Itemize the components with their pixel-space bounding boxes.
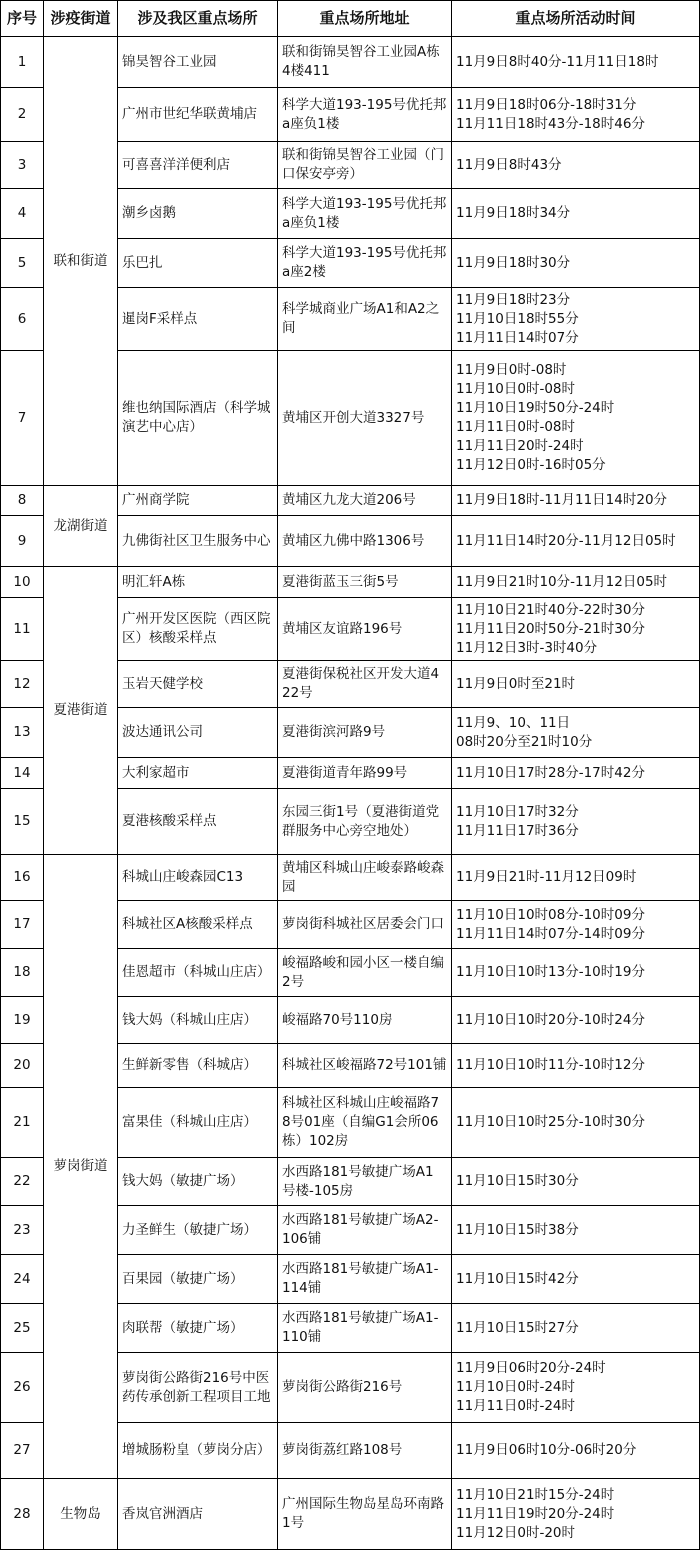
- table-body: [1, 37, 700, 1550]
- row-address: 夏港街保税社区开发大道422号: [278, 661, 452, 708]
- time-line: 11月11日20时-24时: [456, 438, 584, 454]
- row-seq: 15: [1, 789, 44, 855]
- row-time: [452, 37, 700, 88]
- time-line: 11月11日20时50分-21时30分: [456, 620, 645, 637]
- time-line: 11月12日3时-3时40分: [456, 639, 598, 656]
- row-seq: 24: [1, 1255, 44, 1304]
- row-place: 暹岗F采样点: [118, 288, 278, 351]
- row-place: 力圣鲜生（敏捷广场）: [118, 1206, 278, 1255]
- row-place: 潮乡卤鹅: [118, 189, 278, 239]
- row-place: 锦昊智谷工业园: [118, 37, 278, 88]
- row-address: 水西路181号敏捷广场A1-114铺: [278, 1255, 452, 1304]
- row-place: 明汇轩A栋: [118, 567, 278, 598]
- row-place: 肉联帮（敏捷广场）: [118, 1304, 278, 1353]
- row-seq: 14: [1, 758, 44, 789]
- row-address: 萝岗街荔红路108号: [278, 1423, 452, 1479]
- row-address: 夏港街滨河路9号: [278, 708, 452, 758]
- header-address: 重点场所地址: [278, 1, 452, 37]
- row-place: 百果园（敏捷广场）: [118, 1255, 278, 1304]
- time-line: 11月9日18时23分: [456, 291, 571, 308]
- row-seq: 1: [1, 37, 44, 88]
- row-address: 东园三街1号（夏港街道党群服务中心旁空地处）: [278, 789, 452, 855]
- row-seq: 22: [1, 1158, 44, 1206]
- row-seq: 27: [1, 1423, 44, 1479]
- row-time: [452, 351, 700, 486]
- row-address: 科学城商业广场A1和A2之间: [278, 288, 452, 351]
- row-address: 科学大道193-195号优托邦a座2楼: [278, 239, 452, 288]
- header-place: 涉及我区重点场所: [118, 1, 278, 37]
- time-line: 11月10日10时11分-10时12分: [456, 1057, 645, 1073]
- time-line: 11月10日17时28分-17时42分: [456, 764, 645, 781]
- row-address: 科学大道193-195号优托邦a座负1楼: [278, 88, 452, 142]
- row-place: 可喜喜洋洋便利店: [118, 142, 278, 189]
- time-line: 11月10日10时25分-10时30分: [456, 1114, 645, 1130]
- row-place: 乐巴扎: [118, 239, 278, 288]
- row-address: 广州国际生物岛星岛环南路1号: [278, 1479, 452, 1550]
- header-seq: 序号: [1, 1, 44, 37]
- row-time: [452, 1088, 700, 1158]
- row-time: [452, 486, 700, 516]
- row-time: [452, 789, 700, 855]
- row-seq: 23: [1, 1206, 44, 1255]
- time-line: 11月9日06时20分-24时: [456, 1360, 606, 1376]
- time-line: 11月10日15时30分: [456, 1173, 579, 1189]
- row-seq: 26: [1, 1353, 44, 1423]
- row-time: [452, 567, 700, 598]
- row-address: 萝岗街科城社区居委会门口: [278, 901, 452, 949]
- row-place: 广州开发区医院（西区院区）核酸采样点: [118, 598, 278, 661]
- time-line: 11月11日14时20分-11月12日05时: [456, 532, 676, 549]
- row-address: 联和街锦昊智谷工业园A栋4楼411: [278, 37, 452, 88]
- row-place: 广州市世纪华联黄埔店: [118, 88, 278, 142]
- row-time: [452, 1158, 700, 1206]
- row-time: [452, 288, 700, 351]
- row-street: 联和街道: [44, 37, 118, 486]
- row-place: 玉岩天健学校: [118, 661, 278, 708]
- time-line: 11月9日06时10分-06时20分: [456, 1442, 637, 1458]
- table-row: [1, 486, 700, 516]
- time-line: 11月10日10时08分-10时09分: [456, 906, 645, 923]
- row-address: 黄埔区九龙大道206号: [278, 486, 452, 516]
- time-line: 11月10日19时50分-24时: [456, 400, 615, 416]
- time-line: 11月11日18时43分-18时46分: [456, 115, 645, 132]
- time-line: 11月12日0时-16时05分: [456, 457, 606, 473]
- time-line: 11月9日0时-08时: [456, 362, 567, 378]
- time-line: 11月9日0时至21时: [456, 675, 576, 692]
- row-seq: 12: [1, 661, 44, 708]
- time-line: 11月12日0时-20时: [456, 1524, 575, 1541]
- row-place: 生鲜新零售（科城店）: [118, 1044, 278, 1088]
- row-seq: 8: [1, 486, 44, 516]
- header-time: 重点场所活动时间: [452, 1, 700, 37]
- row-time: [452, 1353, 700, 1423]
- row-time: [452, 142, 700, 189]
- row-place: 佳恩超市（科城山庄店）: [118, 949, 278, 997]
- time-line: 11月11日14时07分-14时09分: [456, 925, 645, 942]
- row-seq: 6: [1, 288, 44, 351]
- time-line: 11月10日15时42分: [456, 1270, 579, 1287]
- row-street: 夏港街道: [44, 567, 118, 855]
- row-place: 钱大妈（科城山庄店）: [118, 997, 278, 1044]
- time-line: 11月10日15时27分: [456, 1319, 579, 1336]
- row-place: 萝岗街公路街216号中医药传承创新工程项目工地: [118, 1353, 278, 1423]
- row-address: 水西路181号敏捷广场A1-110铺: [278, 1304, 452, 1353]
- row-time: [452, 1479, 700, 1550]
- row-seq: 19: [1, 997, 44, 1044]
- row-address: 科学大道193-195号优托邦a座负1楼: [278, 189, 452, 239]
- row-seq: 4: [1, 189, 44, 239]
- time-line: 11月10日0时-08时: [456, 381, 575, 397]
- time-line: 11月11日17时36分: [456, 822, 579, 839]
- row-seq: 9: [1, 516, 44, 567]
- row-place: 富果佳（科城山庄店）: [118, 1088, 278, 1158]
- row-seq: 7: [1, 351, 44, 486]
- time-line: 11月11日19时20分-24时: [456, 1505, 615, 1522]
- row-address: 水西路181号敏捷广场A2-106铺: [278, 1206, 452, 1255]
- row-address: 夏港街蓝玉三街5号: [278, 567, 452, 598]
- row-time: [452, 1044, 700, 1088]
- row-place: 波达通讯公司: [118, 708, 278, 758]
- row-time: [452, 1304, 700, 1353]
- row-seq: 21: [1, 1088, 44, 1158]
- row-address: 科城社区峻福路72号101铺: [278, 1044, 452, 1088]
- row-seq: 17: [1, 901, 44, 949]
- row-place: 香岚官洲酒店: [118, 1479, 278, 1550]
- time-line: 11月9日18时-11月11日14时20分: [456, 492, 668, 508]
- row-place: 九佛街社区卫生服务中心: [118, 516, 278, 567]
- row-address: 科城社区科城山庄峻福路78号01座（自编G1会所06栋）102房: [278, 1088, 452, 1158]
- row-seq: 28: [1, 1479, 44, 1550]
- row-time: [452, 88, 700, 142]
- time-line: 11月11日0时-24时: [456, 1398, 575, 1414]
- row-seq: 13: [1, 708, 44, 758]
- row-seq: 5: [1, 239, 44, 288]
- time-line: 11月9日8时40分-11月11日18时: [456, 53, 659, 70]
- row-street: 生物岛: [44, 1479, 118, 1550]
- row-address: 黄埔区九佛中路1306号: [278, 516, 452, 567]
- row-place: 增城肠粉皇（萝岗分店）: [118, 1423, 278, 1479]
- row-address: 黄埔区科城山庄峻泰路峻森园: [278, 855, 452, 901]
- time-line: 11月9日8时43分: [456, 156, 562, 173]
- row-seq: 10: [1, 567, 44, 598]
- row-time: [452, 1206, 700, 1255]
- time-line: 08时20分至21时10分: [456, 733, 593, 750]
- row-time: [452, 855, 700, 901]
- time-line: 11月9日18时06分-18时31分: [456, 96, 637, 113]
- row-address: 夏港街道青年路99号: [278, 758, 452, 789]
- time-line: 11月10日10时13分-10时19分: [456, 964, 645, 980]
- row-address: 黄埔区开创大道3327号: [278, 351, 452, 486]
- row-seq: 20: [1, 1044, 44, 1088]
- row-time: [452, 901, 700, 949]
- row-place: 科城山庄峻森园C13: [118, 855, 278, 901]
- row-place: 钱大妈（敏捷广场）: [118, 1158, 278, 1206]
- time-line: 11月10日21时40分-22时30分: [456, 601, 645, 618]
- time-line: 11月10日10时20分-10时24分: [456, 1011, 645, 1028]
- row-street: 萝岗街道: [44, 855, 118, 1479]
- row-time: [452, 997, 700, 1044]
- time-line: 11月9、10、11日: [456, 714, 571, 731]
- row-address: 峻福路峻和园小区一楼自编2号: [278, 949, 452, 997]
- row-time: [452, 516, 700, 567]
- row-seq: 16: [1, 855, 44, 901]
- row-seq: 2: [1, 88, 44, 142]
- table-row: [1, 1479, 700, 1550]
- row-time: [452, 661, 700, 708]
- row-address: 萝岗街公路街216号: [278, 1353, 452, 1423]
- time-line: 11月9日18时30分: [456, 254, 571, 271]
- row-street: 龙湖街道: [44, 486, 118, 567]
- row-place: 科城社区A核酸采样点: [118, 901, 278, 949]
- time-line: 11月10日17时32分: [456, 803, 579, 820]
- time-line: 11月11日0时-08时: [456, 419, 575, 435]
- header-street: 涉疫街道: [44, 1, 118, 37]
- row-seq: 18: [1, 949, 44, 997]
- row-place: 广州商学院: [118, 486, 278, 516]
- table-row: [1, 37, 700, 88]
- row-seq: 25: [1, 1304, 44, 1353]
- row-address: 联和街锦昊智谷工业园（门口保安亭旁）: [278, 142, 452, 189]
- row-time: [452, 1255, 700, 1304]
- row-seq: 3: [1, 142, 44, 189]
- table-row: [1, 567, 700, 598]
- time-line: 11月10日15时38分: [456, 1221, 579, 1238]
- row-time: [452, 598, 700, 661]
- row-time: [452, 239, 700, 288]
- row-time: [452, 949, 700, 997]
- row-address: 峻福路70号110房: [278, 997, 452, 1044]
- time-line: 11月11日14时07分: [456, 329, 579, 346]
- row-time: [452, 708, 700, 758]
- time-line: 11月10日0时-24时: [456, 1379, 575, 1395]
- time-line: 11月10日18时55分: [456, 310, 579, 327]
- row-address: 水西路181号敏捷广场A1号楼-105房: [278, 1158, 452, 1206]
- row-time: [452, 189, 700, 239]
- row-place: 夏港核酸采样点: [118, 789, 278, 855]
- row-seq: 11: [1, 598, 44, 661]
- time-line: 11月9日21时-11月12日09时: [456, 869, 637, 885]
- header-row: [1, 1, 700, 37]
- time-line: 11月9日18时34分: [456, 205, 571, 221]
- table-row: [1, 855, 700, 901]
- time-line: 11月9日21时10分-11月12日05时: [456, 573, 668, 590]
- row-place: 维也纳国际酒店（科学城演艺中心店）: [118, 351, 278, 486]
- time-line: 11月10日21时15分-24时: [456, 1486, 615, 1503]
- row-time: [452, 1423, 700, 1479]
- row-address: 黄埔区友谊路196号: [278, 598, 452, 661]
- row-time: [452, 758, 700, 789]
- row-place: 大利家超市: [118, 758, 278, 789]
